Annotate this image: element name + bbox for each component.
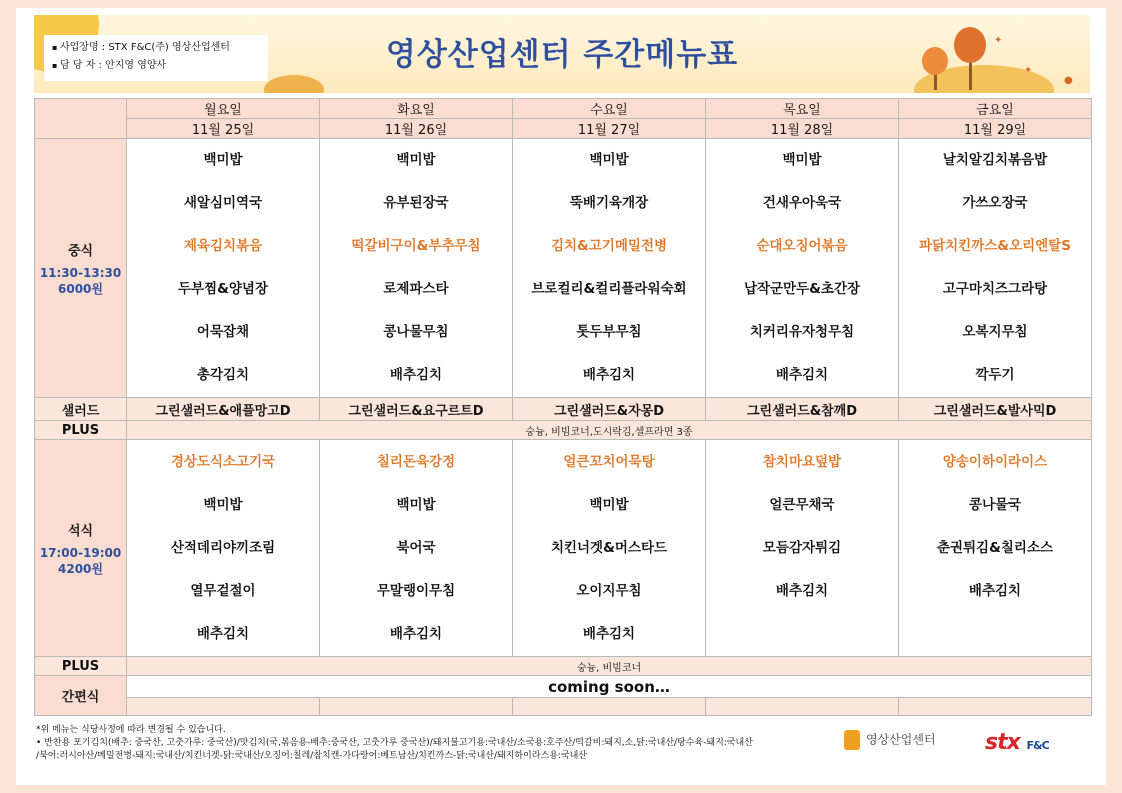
fnc-logo-text: F&C (1026, 739, 1049, 752)
weekday-tue: 화요일 (320, 99, 513, 119)
header-banner (34, 15, 1090, 93)
lunch-price: 6000원 (58, 281, 103, 296)
date-tue: 11월 26일 (320, 119, 513, 139)
weekday-fri: 금요일 (899, 99, 1092, 119)
dinner-menu-wed (513, 440, 706, 657)
lunch-label-cell (35, 139, 127, 398)
dinner-row (35, 440, 1092, 657)
dinner-menu-item: 오이지무침 (576, 582, 642, 599)
dinner-menu-item: 경상도식소고기국 (170, 453, 276, 470)
leaf-icon: ✦ (1024, 65, 1033, 76)
dinner-menu-item: 얼큰꼬치어묵탕 (563, 453, 655, 470)
lunch-menu-thu (706, 139, 899, 398)
dinner-menu-item: 배추김치 (196, 625, 250, 642)
snack-empty-cell (127, 698, 320, 716)
page-title: 영상산업센터 주간메뉴표 (385, 37, 739, 73)
date-thu: 11월 28일 (706, 119, 899, 139)
dinner-menu-item: 무말랭이무침 (376, 582, 456, 599)
snack-label: 간편식 (35, 676, 127, 716)
lunch-menu-item: 유부된장국 (383, 195, 449, 211)
lunch-menu-item: 두부찜&양념장 (177, 281, 269, 297)
dinner-menu-item: 참치마요덮밥 (762, 453, 842, 470)
lunch-row (35, 139, 1092, 398)
snack-empty-row (35, 698, 1092, 716)
lunch-menu-item: 깍두기 (975, 367, 1015, 383)
lunch-menu-item: 로제파스타 (383, 281, 449, 297)
dinner-menu-item: 춘권튀김&칠리소스 (936, 539, 1054, 556)
lunch-menu-item: 순대오징어볶음 (756, 238, 848, 254)
dinner-plus-row (35, 657, 1092, 676)
snack-empty-cell (513, 698, 706, 716)
lunch-menu-item: 어묵잡채 (196, 324, 250, 340)
menu-table (34, 98, 1092, 716)
lunch-menu-item: 김치&고기메밀전병 (550, 238, 668, 254)
lunch-menu-fri (899, 139, 1092, 398)
lunch-menu-item: 뚝배기육개장 (569, 195, 649, 211)
lunch-menu-wed (513, 139, 706, 398)
dinner-menu-fri (899, 440, 1092, 657)
dinner-menu-item: 얼큰무채국 (769, 496, 835, 513)
dinner-menu-item: 배추김치 (389, 625, 443, 642)
center-logo (844, 730, 936, 750)
dinner-menu-item: 배추김치 (582, 625, 636, 642)
lunch-menu-item: 백미밥 (396, 152, 436, 168)
footnote-line: *위 메뉴는 식당사정에 따라 변경될 수 있습니다. (36, 725, 226, 735)
dinner-menu-mon (127, 440, 320, 657)
lunch-menu-item: 새알심미역국 (183, 195, 263, 211)
leaf-icon: ● (1064, 75, 1073, 86)
site-name: ▪ 사업장명 : STX F&C(주) 영상산업센터 (52, 39, 260, 57)
dinner-menu-item: 칠리돈육강정 (376, 453, 456, 470)
lunch-menu-item: 콩나물무침 (383, 324, 449, 340)
lunch-menu-item: 건새우아욱국 (762, 195, 842, 211)
salad-label: 샐러드 (35, 398, 127, 421)
weekday-thu: 목요일 (706, 99, 899, 119)
dinner-menu-item: 배추김치 (775, 582, 829, 599)
lunch-time: 11:30-13:30 (39, 265, 122, 280)
lunch-menu-item: 고구마치즈그라탕 (942, 281, 1048, 297)
lunch-plus-row (35, 421, 1092, 440)
corner-cell (35, 99, 127, 139)
lunch-menu-item: 배추김치 (389, 367, 443, 383)
center-logo-text: 영상산업센터 (866, 732, 936, 747)
date-mon: 11월 25일 (127, 119, 320, 139)
lunch-menu-item: 납작군만두&초간장 (743, 281, 861, 297)
snack-value: coming soon… (127, 676, 1092, 698)
lunch-plus-label: PLUS (35, 421, 127, 440)
dinner-label: 석식 (67, 523, 94, 539)
lunch-menu-tue (320, 139, 513, 398)
dinner-menu-thu (706, 440, 899, 657)
dinner-price: 4200원 (58, 561, 103, 576)
lunch-menu-item: 오복지무침 (962, 324, 1028, 340)
lunch-menu-item: 배추김치 (582, 367, 636, 383)
dinner-menu-item: 백미밥 (589, 496, 629, 513)
lunch-plus-value: 숭늉, 비빔코너,도시락김,셀프라면 3종 (127, 421, 1092, 440)
lunch-menu-item: 파닭치킨까스&오리엔탈S (919, 238, 1071, 254)
salad-wed: 그린샐러드&자몽D (513, 398, 706, 421)
lunch-menu-mon (127, 139, 320, 398)
weekday-wed: 수요일 (513, 99, 706, 119)
lunch-menu-item: 톳두부무침 (576, 324, 642, 340)
snack-empty-cell (320, 698, 513, 716)
dinner-menu-item: 산적데리야끼조림 (170, 539, 276, 556)
leaf-icon: ✦ (994, 35, 1003, 46)
date-fri: 11월 29일 (899, 119, 1092, 139)
weekday-mon: 월요일 (127, 99, 320, 119)
dinner-menu-tue (320, 440, 513, 657)
dinner-menu-item (706, 613, 898, 656)
date-wed: 11월 27일 (513, 119, 706, 139)
dinner-plus-label: PLUS (35, 657, 127, 676)
dinner-label-cell (35, 440, 127, 657)
stx-logo-text: stx (985, 730, 1020, 755)
dinner-menu-item: 모듬감자튀김 (762, 539, 842, 556)
footnote-line: • 반찬용 포기김치(배추: 중국산, 고춧가루: 중국산)/맛김치(국,볶음용-배추:중국산, 고춧가루 중국산)/돼지불고기용:국내산/소국용:호주산/떡갈비:돼지,소,닭:국내산/탕수육-돼지:국내산 (36, 738, 753, 748)
lunch-menu-item: 총각김치 (196, 367, 250, 383)
dinner-menu-item: 배추김치 (968, 582, 1022, 599)
salad-thu: 그린샐러드&참깨D (706, 398, 899, 421)
snack-empty-cell (899, 698, 1092, 716)
lunch-menu-item: 치커리유자청무침 (749, 324, 855, 340)
dinner-menu-item: 열무겉절이 (190, 582, 256, 599)
date-row (35, 119, 1092, 139)
lunch-menu-item: 배추김치 (775, 367, 829, 383)
weekday-row (35, 99, 1092, 119)
salad-row (35, 398, 1092, 421)
snack-row (35, 676, 1092, 698)
salad-tue: 그린샐러드&요구르트D (320, 398, 513, 421)
footnotes (36, 724, 836, 763)
dinner-menu-item (899, 613, 1091, 656)
lunch-menu-item: 날치알김치볶음밥 (942, 152, 1048, 168)
lunch-menu-item: 백미밥 (589, 152, 629, 168)
footnote-line: /북어:러시아산/메밀전병-돼지:국내산/치킨너겟-닭:국내산/오징어:칠레/참치캔-가다랑어:베트남산/치킨까스-닭:국내산/돼지하이라스용:국내산 (36, 751, 588, 761)
salad-fri: 그린샐러드&발사믹D (899, 398, 1092, 421)
manager-name: ▪ 담 당 자 : 안지영 영양사 (52, 57, 260, 75)
stx-logo (985, 730, 1049, 755)
lunch-label: 중식 (67, 243, 94, 259)
lunch-menu-item: 가쓰오장국 (962, 195, 1028, 211)
lunch-menu-item: 백미밥 (203, 152, 243, 168)
dinner-menu-item: 콩나물국 (968, 496, 1022, 513)
lunch-menu-item: 백미밥 (782, 152, 822, 168)
center-logo-icon (844, 730, 860, 750)
dinner-menu-item: 양송이하이라이스 (942, 453, 1048, 470)
dinner-menu-item: 치킨너겟&머스타드 (550, 539, 668, 556)
dinner-menu-item: 백미밥 (396, 496, 436, 513)
snack-empty-cell (706, 698, 899, 716)
hill-decoration (264, 75, 324, 93)
salad-mon: 그린샐러드&애플망고D (127, 398, 320, 421)
dinner-time: 17:00-19:00 (39, 545, 122, 560)
dinner-plus-value: 숭늉, 비빔코너 (127, 657, 1092, 676)
dinner-menu-item: 백미밥 (203, 496, 243, 513)
lunch-menu-item: 브로컬리&컬리플라워숙회 (531, 281, 687, 297)
lunch-menu-item: 제육김치볶음 (183, 238, 263, 254)
lunch-menu-item: 떡갈비구이&부추무침 (351, 238, 481, 254)
dinner-menu-item: 북어국 (396, 539, 436, 556)
